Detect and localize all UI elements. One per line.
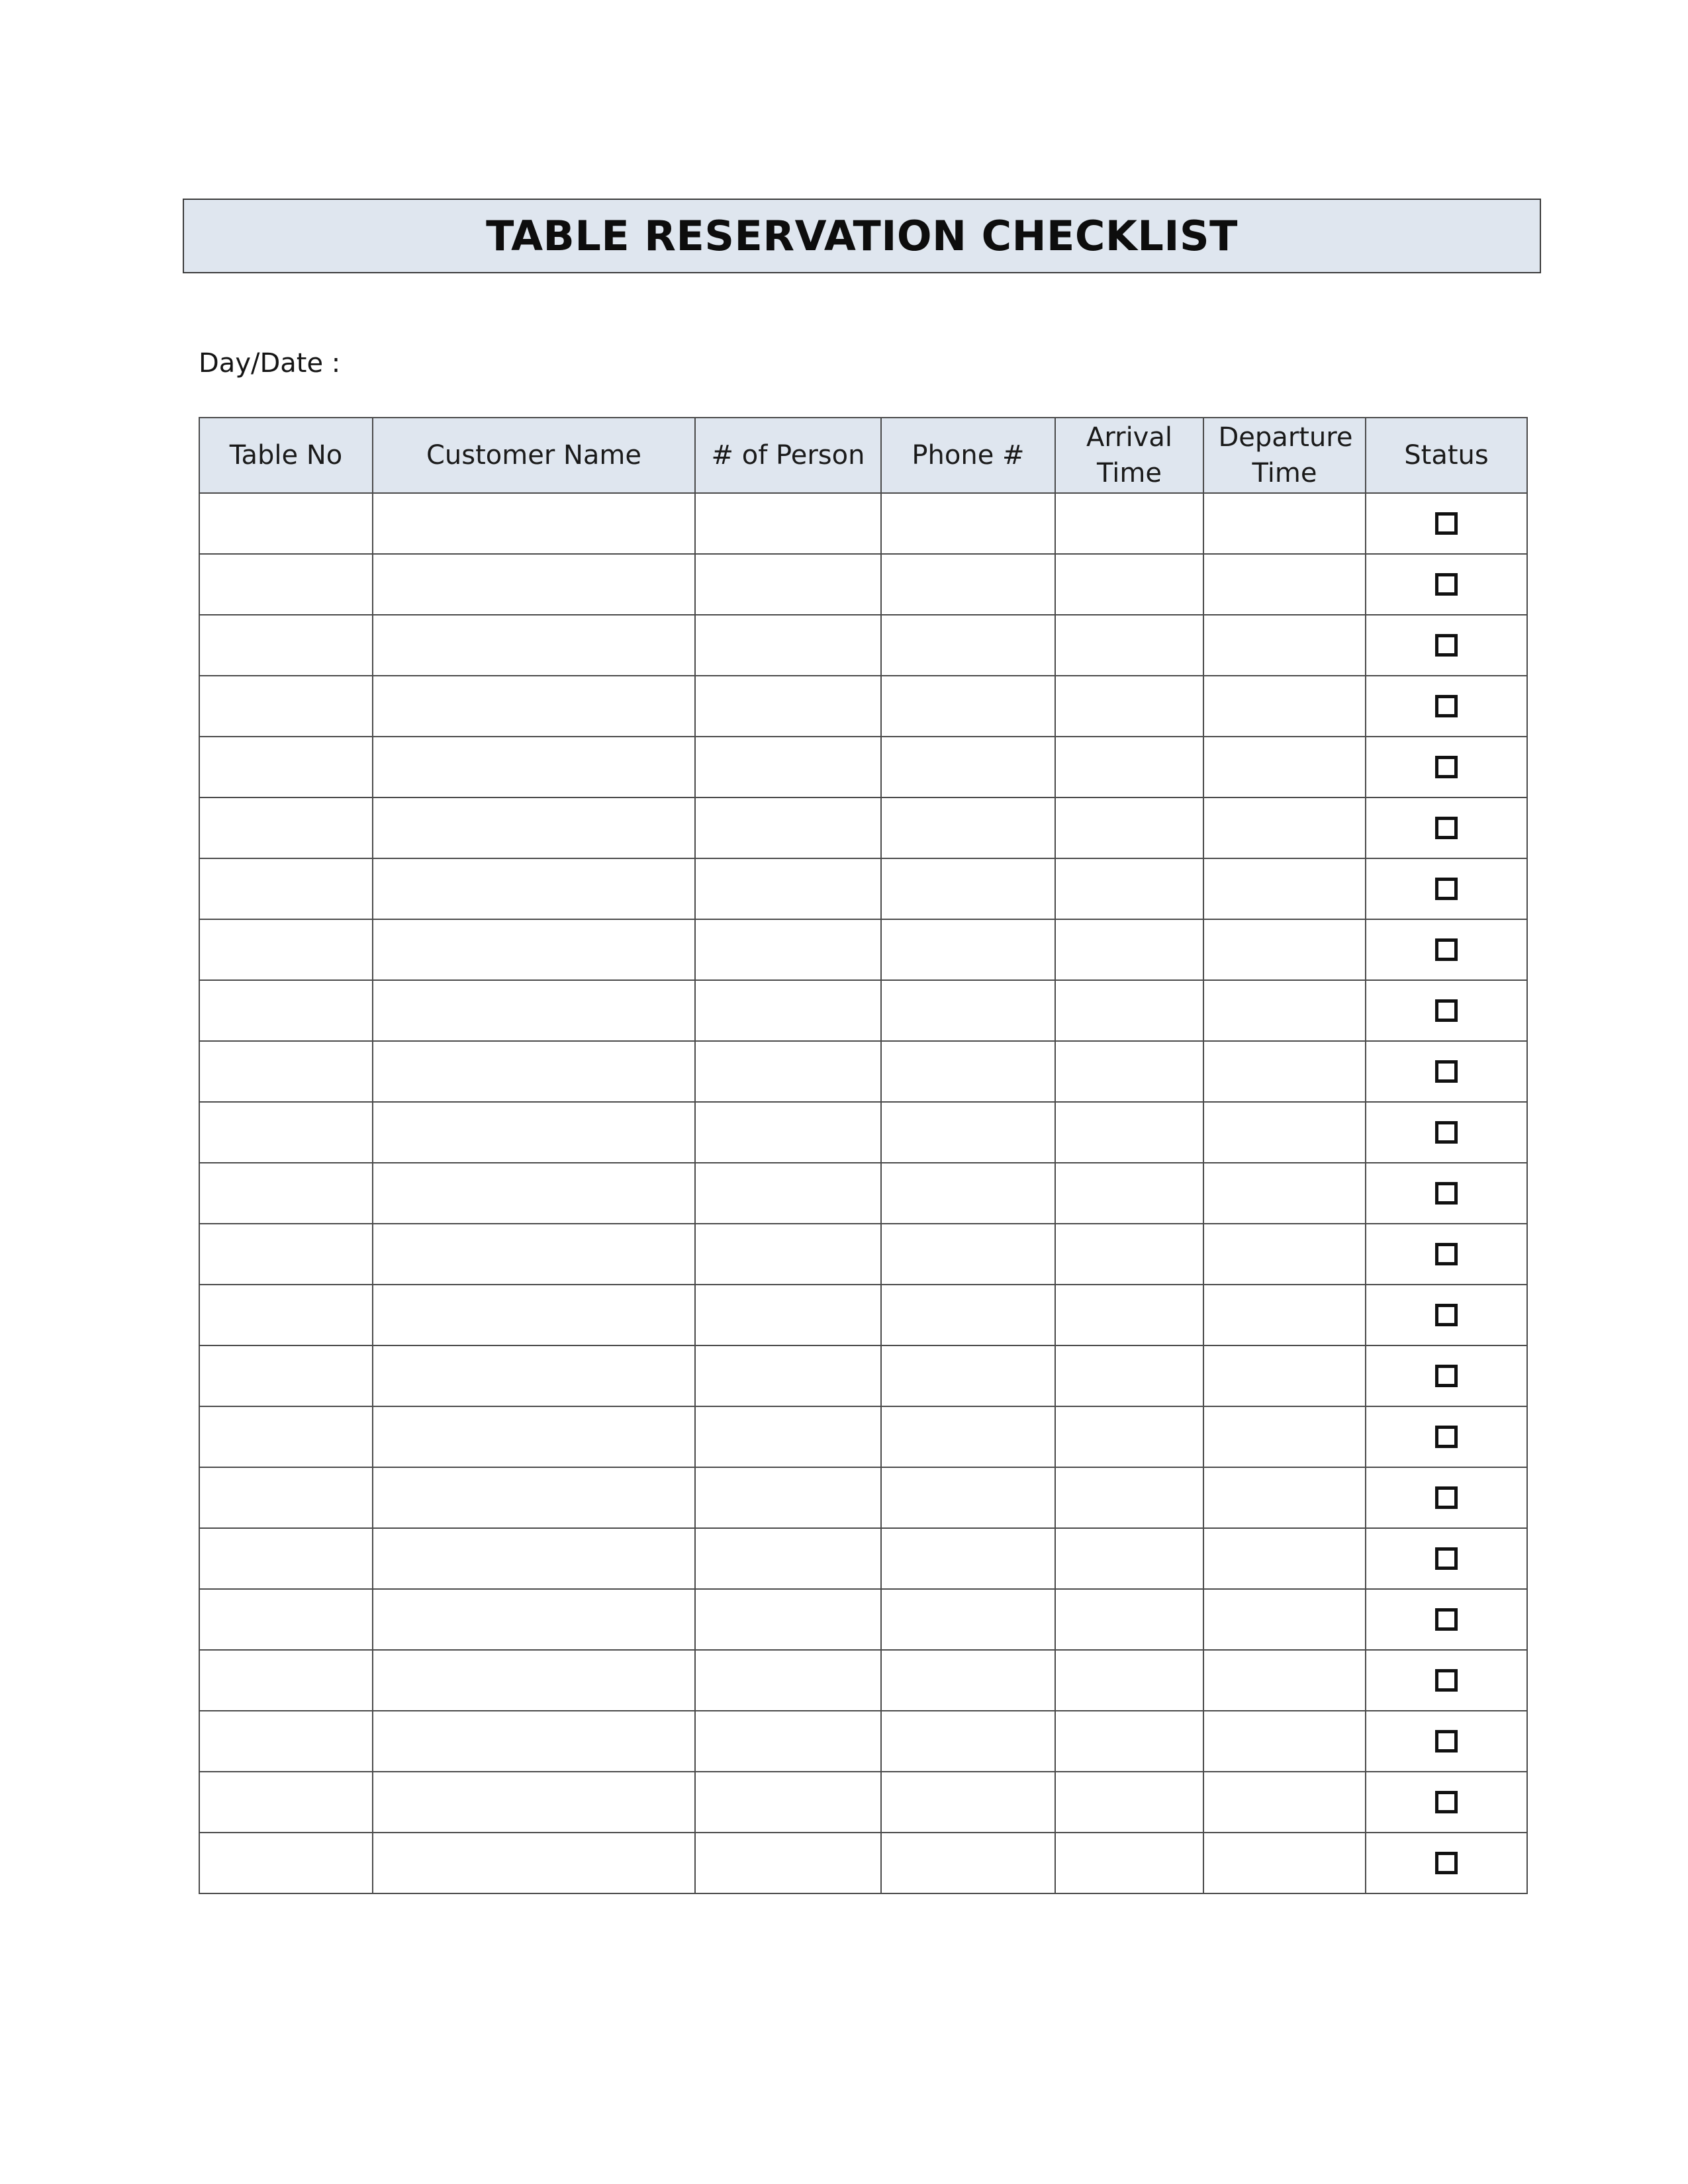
customer-name-cell[interactable]	[373, 1224, 695, 1285]
customer-name-cell[interactable]	[373, 919, 695, 980]
status-checkbox-icon[interactable]	[1435, 1608, 1458, 1631]
status-cell	[1366, 1711, 1527, 1772]
customer-name-cell[interactable]	[373, 980, 695, 1041]
arrival-time-cell[interactable]	[1055, 919, 1203, 980]
persons-cell[interactable]	[695, 1041, 881, 1102]
status-checkbox-icon[interactable]	[1435, 817, 1458, 839]
status-checkbox-icon[interactable]	[1435, 573, 1458, 596]
table-no-cell[interactable]	[199, 1102, 373, 1163]
table-row	[199, 493, 1527, 554]
persons-cell[interactable]	[695, 676, 881, 737]
table-row	[199, 1589, 1527, 1650]
table-row	[199, 1102, 1527, 1163]
departure-time-cell[interactable]	[1203, 1833, 1366, 1893]
phone-cell[interactable]	[881, 1285, 1055, 1345]
table-row	[199, 676, 1527, 737]
status-checkbox-icon[interactable]	[1435, 938, 1458, 961]
status-cell	[1366, 919, 1527, 980]
table-no-cell[interactable]	[199, 1650, 373, 1711]
customer-name-cell[interactable]	[373, 737, 695, 797]
status-cell	[1366, 1406, 1527, 1467]
departure-time-cell[interactable]	[1203, 1285, 1366, 1345]
status-checkbox-icon[interactable]	[1435, 1243, 1458, 1265]
customer-name-cell[interactable]	[373, 1650, 695, 1711]
phone-cell[interactable]	[881, 1041, 1055, 1102]
customer-name-cell[interactable]	[373, 1406, 695, 1467]
status-cell	[1366, 797, 1527, 858]
page-title: TABLE RESERVATION CHECKLIST	[486, 212, 1238, 260]
status-checkbox-icon[interactable]	[1435, 634, 1458, 657]
table-row	[199, 1650, 1527, 1711]
customer-name-cell[interactable]	[373, 554, 695, 615]
status-cell	[1366, 1224, 1527, 1285]
phone-cell[interactable]	[881, 1528, 1055, 1589]
departure-time-cell[interactable]	[1203, 1467, 1366, 1528]
phone-cell[interactable]	[881, 615, 1055, 676]
persons-cell[interactable]	[695, 493, 881, 554]
column-header-arrival-time	[1055, 418, 1203, 493]
table-no-cell[interactable]	[199, 1224, 373, 1285]
table-row	[199, 554, 1527, 615]
persons-cell[interactable]	[695, 1406, 881, 1467]
table-no-cell[interactable]	[199, 1467, 373, 1528]
table-row	[199, 919, 1527, 980]
reservation-table	[199, 417, 1528, 1894]
status-checkbox-icon[interactable]	[1435, 1791, 1458, 1813]
table-row	[199, 1285, 1527, 1345]
table-row	[199, 980, 1527, 1041]
table-no-cell[interactable]	[199, 1406, 373, 1467]
departure-time-cell[interactable]	[1203, 676, 1366, 737]
persons-cell[interactable]	[695, 919, 881, 980]
status-cell	[1366, 737, 1527, 797]
persons-cell[interactable]	[695, 1102, 881, 1163]
status-checkbox-icon[interactable]	[1435, 695, 1458, 717]
departure-time-cell[interactable]	[1203, 1589, 1366, 1650]
customer-name-cell[interactable]	[373, 1711, 695, 1772]
departure-time-cell[interactable]	[1203, 1041, 1366, 1102]
phone-cell[interactable]	[881, 1589, 1055, 1650]
arrival-time-cell[interactable]	[1055, 1833, 1203, 1893]
column-header-departure-time	[1203, 418, 1366, 493]
status-cell	[1366, 1102, 1527, 1163]
arrival-time-cell[interactable]	[1055, 1345, 1203, 1406]
departure-time-cell[interactable]	[1203, 1650, 1366, 1711]
arrival-time-cell[interactable]	[1055, 1711, 1203, 1772]
table-no-cell[interactable]	[199, 1285, 373, 1345]
status-cell	[1366, 615, 1527, 676]
arrival-time-cell[interactable]	[1055, 1406, 1203, 1467]
table-row	[199, 1224, 1527, 1285]
phone-cell[interactable]	[881, 676, 1055, 737]
table-body	[199, 493, 1527, 1893]
customer-name-cell[interactable]	[373, 676, 695, 737]
customer-name-cell[interactable]	[373, 1833, 695, 1893]
status-cell	[1366, 1163, 1527, 1224]
table-no-cell[interactable]	[199, 980, 373, 1041]
status-checkbox-icon[interactable]	[1435, 878, 1458, 900]
departure-time-cell[interactable]	[1203, 737, 1366, 797]
customer-name-cell[interactable]	[373, 858, 695, 919]
customer-name-cell[interactable]	[373, 1589, 695, 1650]
customer-name-cell[interactable]	[373, 1772, 695, 1833]
table-row	[199, 1772, 1527, 1833]
customer-name-cell[interactable]	[373, 1528, 695, 1589]
arrival-time-cell[interactable]	[1055, 1102, 1203, 1163]
column-header-status: Status	[1366, 418, 1527, 493]
arrival-time-cell[interactable]	[1055, 554, 1203, 615]
table-no-cell[interactable]	[199, 797, 373, 858]
column-header-table-no: Table No	[199, 418, 373, 493]
arrival-time-cell[interactable]	[1055, 1163, 1203, 1224]
phone-cell[interactable]	[881, 980, 1055, 1041]
arrival-time-cell[interactable]	[1055, 1285, 1203, 1345]
arrival-time-cell[interactable]	[1055, 676, 1203, 737]
status-cell	[1366, 1345, 1527, 1406]
status-cell	[1366, 1041, 1527, 1102]
status-checkbox-icon[interactable]	[1435, 756, 1458, 778]
phone-cell[interactable]	[881, 737, 1055, 797]
phone-cell[interactable]	[881, 1711, 1055, 1772]
arrival-time-cell[interactable]	[1055, 1041, 1203, 1102]
table-row	[199, 1467, 1527, 1528]
persons-cell[interactable]	[695, 1528, 881, 1589]
customer-name-cell[interactable]	[373, 615, 695, 676]
departure-time-label: Departure Time	[1218, 422, 1353, 488]
status-checkbox-icon[interactable]	[1435, 1852, 1458, 1874]
status-checkbox-icon[interactable]	[1435, 1365, 1458, 1387]
status-checkbox-icon[interactable]	[1435, 1060, 1458, 1083]
departure-time-cell[interactable]	[1203, 1345, 1366, 1406]
persons-cell[interactable]	[695, 615, 881, 676]
departure-time-cell[interactable]	[1203, 919, 1366, 980]
status-checkbox-icon[interactable]	[1435, 1426, 1458, 1448]
status-cell	[1366, 1650, 1527, 1711]
departure-time-cell[interactable]	[1203, 1102, 1366, 1163]
title-banner	[183, 199, 1541, 273]
table-no-cell[interactable]	[199, 858, 373, 919]
table-no-cell[interactable]	[199, 1528, 373, 1589]
departure-time-cell[interactable]	[1203, 1163, 1366, 1224]
phone-cell[interactable]	[881, 1833, 1055, 1893]
customer-name-cell[interactable]	[373, 1467, 695, 1528]
column-header-number-of-person: # of Person	[695, 418, 881, 493]
status-cell	[1366, 1589, 1527, 1650]
status-checkbox-icon[interactable]	[1435, 1486, 1458, 1509]
table-no-cell[interactable]	[199, 1833, 373, 1893]
table-no-cell[interactable]	[199, 737, 373, 797]
status-checkbox-icon[interactable]	[1435, 1304, 1458, 1326]
table-row	[199, 737, 1527, 797]
table-row	[199, 1406, 1527, 1467]
customer-name-cell[interactable]	[373, 493, 695, 554]
status-checkbox-icon[interactable]	[1435, 1182, 1458, 1205]
arrival-time-cell[interactable]	[1055, 1528, 1203, 1589]
departure-time-cell[interactable]	[1203, 1406, 1366, 1467]
departure-time-cell[interactable]	[1203, 1711, 1366, 1772]
phone-cell[interactable]	[881, 1163, 1055, 1224]
arrival-time-label: Arrival Time	[1086, 422, 1172, 488]
persons-cell[interactable]	[695, 1467, 881, 1528]
table-no-cell[interactable]	[199, 1589, 373, 1650]
phone-cell[interactable]	[881, 493, 1055, 554]
arrival-time-cell[interactable]	[1055, 1772, 1203, 1833]
table-row	[199, 1711, 1527, 1772]
customer-name-cell[interactable]	[373, 1102, 695, 1163]
status-cell	[1366, 858, 1527, 919]
arrival-time-cell[interactable]	[1055, 858, 1203, 919]
table-row	[199, 1163, 1527, 1224]
table-row	[199, 1833, 1527, 1893]
persons-cell[interactable]	[695, 1772, 881, 1833]
persons-cell[interactable]	[695, 858, 881, 919]
table-row	[199, 1041, 1527, 1102]
departure-time-cell[interactable]	[1203, 980, 1366, 1041]
phone-cell[interactable]	[881, 1467, 1055, 1528]
persons-cell[interactable]	[695, 1650, 881, 1711]
phone-cell[interactable]	[881, 797, 1055, 858]
status-cell	[1366, 1467, 1527, 1528]
status-cell	[1366, 554, 1527, 615]
status-cell	[1366, 1285, 1527, 1345]
arrival-time-cell[interactable]	[1055, 980, 1203, 1041]
status-checkbox-icon[interactable]	[1435, 999, 1458, 1022]
table-row	[199, 797, 1527, 858]
arrival-time-cell[interactable]	[1055, 797, 1203, 858]
departure-time-cell[interactable]	[1203, 615, 1366, 676]
table-no-cell[interactable]	[199, 1041, 373, 1102]
phone-cell[interactable]	[881, 1345, 1055, 1406]
departure-time-cell[interactable]	[1203, 1528, 1366, 1589]
phone-cell[interactable]	[881, 1224, 1055, 1285]
arrival-time-cell[interactable]	[1055, 737, 1203, 797]
status-cell	[1366, 1833, 1527, 1893]
departure-time-cell[interactable]	[1203, 1224, 1366, 1285]
arrival-time-cell[interactable]	[1055, 1224, 1203, 1285]
table-no-cell[interactable]	[199, 615, 373, 676]
persons-cell[interactable]	[695, 1711, 881, 1772]
table-no-cell[interactable]	[199, 919, 373, 980]
arrival-time-cell[interactable]	[1055, 1589, 1203, 1650]
table-no-cell[interactable]	[199, 1711, 373, 1772]
departure-time-cell[interactable]	[1203, 554, 1366, 615]
departure-time-cell[interactable]	[1203, 1772, 1366, 1833]
phone-cell[interactable]	[881, 919, 1055, 980]
persons-cell[interactable]	[695, 1345, 881, 1406]
customer-name-cell[interactable]	[373, 1163, 695, 1224]
day-date-label: Day/Date :	[199, 348, 341, 379]
status-checkbox-icon[interactable]	[1435, 1669, 1458, 1692]
status-cell	[1366, 493, 1527, 554]
table-no-cell[interactable]	[199, 1163, 373, 1224]
table-row	[199, 1528, 1527, 1589]
column-header-customer-name: Customer Name	[373, 418, 695, 493]
arrival-time-cell[interactable]	[1055, 1467, 1203, 1528]
persons-cell[interactable]	[695, 797, 881, 858]
customer-name-cell[interactable]	[373, 1285, 695, 1345]
phone-cell[interactable]	[881, 1772, 1055, 1833]
status-checkbox-icon[interactable]	[1435, 1121, 1458, 1144]
phone-cell[interactable]	[881, 1650, 1055, 1711]
departure-time-cell[interactable]	[1203, 797, 1366, 858]
status-cell	[1366, 1772, 1527, 1833]
persons-cell[interactable]	[695, 737, 881, 797]
persons-cell[interactable]	[695, 980, 881, 1041]
table-row	[199, 615, 1527, 676]
phone-cell[interactable]	[881, 858, 1055, 919]
column-header-phone: Phone #	[881, 418, 1055, 493]
table-no-cell[interactable]	[199, 1772, 373, 1833]
departure-time-cell[interactable]	[1203, 858, 1366, 919]
table-no-cell[interactable]	[199, 1345, 373, 1406]
table-no-cell[interactable]	[199, 493, 373, 554]
customer-name-cell[interactable]	[373, 797, 695, 858]
status-cell	[1366, 1528, 1527, 1589]
phone-cell[interactable]	[881, 554, 1055, 615]
persons-cell[interactable]	[695, 1285, 881, 1345]
departure-time-cell[interactable]	[1203, 493, 1366, 554]
status-cell	[1366, 676, 1527, 737]
persons-cell[interactable]	[695, 1163, 881, 1224]
status-checkbox-icon[interactable]	[1435, 1730, 1458, 1752]
status-checkbox-icon[interactable]	[1435, 1547, 1458, 1570]
table-row	[199, 858, 1527, 919]
table-no-cell[interactable]	[199, 676, 373, 737]
arrival-time-cell[interactable]	[1055, 615, 1203, 676]
phone-cell[interactable]	[881, 1406, 1055, 1467]
table-header-row	[199, 418, 1527, 493]
customer-name-cell[interactable]	[373, 1041, 695, 1102]
persons-cell[interactable]	[695, 1224, 881, 1285]
arrival-time-cell[interactable]	[1055, 493, 1203, 554]
persons-cell[interactable]	[695, 1589, 881, 1650]
phone-cell[interactable]	[881, 1102, 1055, 1163]
persons-cell[interactable]	[695, 1833, 881, 1893]
arrival-time-cell[interactable]	[1055, 1650, 1203, 1711]
customer-name-cell[interactable]	[373, 1345, 695, 1406]
table-row	[199, 1345, 1527, 1406]
table-no-cell[interactable]	[199, 554, 373, 615]
persons-cell[interactable]	[695, 554, 881, 615]
status-cell	[1366, 980, 1527, 1041]
status-checkbox-icon[interactable]	[1435, 512, 1458, 535]
